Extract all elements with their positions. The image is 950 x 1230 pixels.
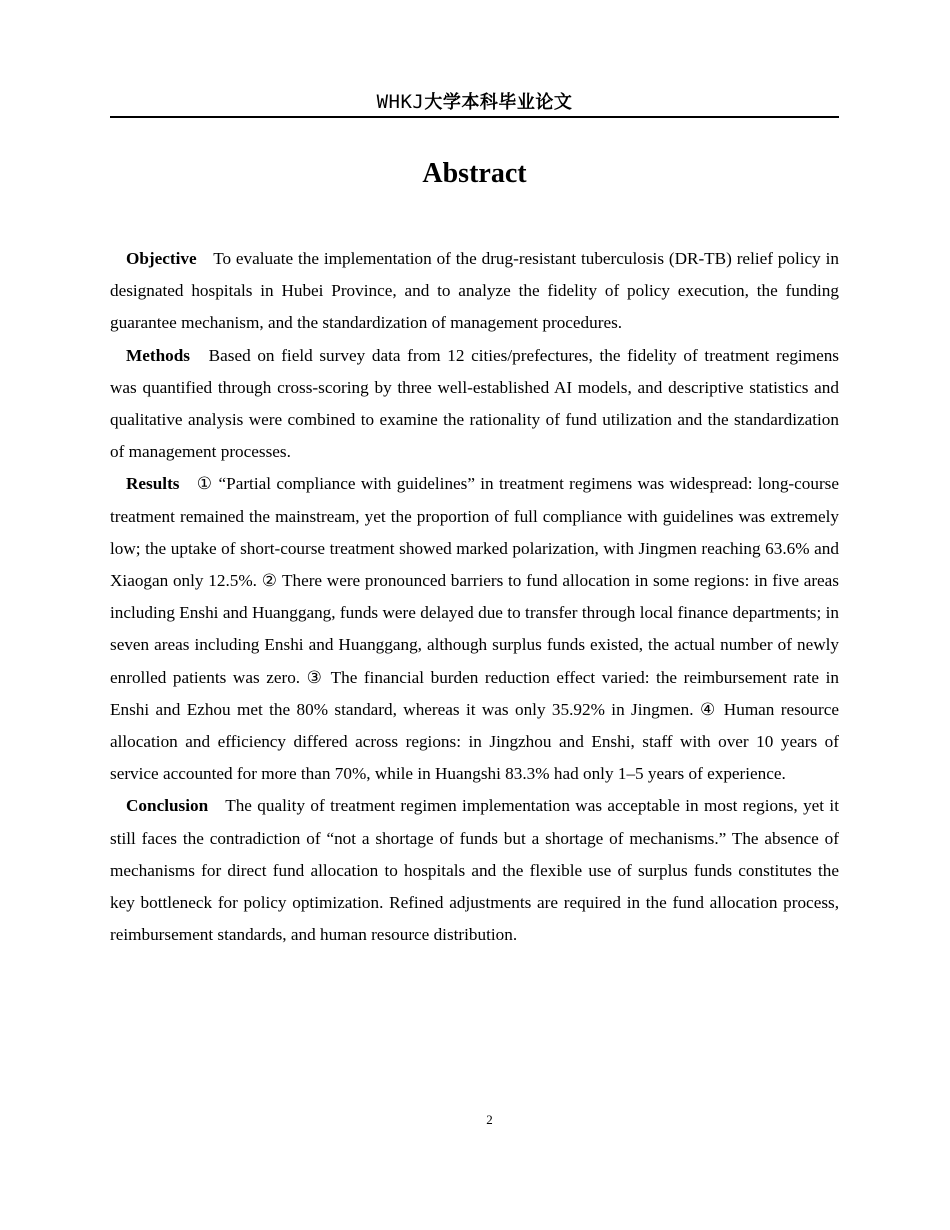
methods-paragraph <box>110 340 839 469</box>
conclusion-paragraph <box>110 790 839 951</box>
methods-text: Based on field survey data from 12 cities/prefectures, the fidelity of treatment regimens was quantified through cross-scoring by three well-established AI models, and descriptive statistics and qualitative analysis were combined to examine the rationality of fund utilization and the standardization of management processes. <box>110 345 839 462</box>
methods-label: Methods <box>126 345 190 365</box>
abstract-title: Abstract <box>422 158 527 189</box>
results-label: Results <box>126 474 180 494</box>
page-number: 2 <box>486 1112 493 1127</box>
header-latin-text: WHKJ <box>376 91 425 113</box>
header-cjk-text: 大学本科毕业论文 <box>424 92 573 113</box>
objective-label: Objective <box>126 249 197 268</box>
results-paragraph <box>110 468 839 790</box>
running-header <box>110 88 839 118</box>
objective-text: To evaluate the implementation of the drug-resistant tuberculosis (DR-TB) relief policy in designated hospitals in Hubei Province, and to analyze the fidelity of policy execution, the funding guarantee mechanism, and the standardization of management procedures. <box>110 249 839 333</box>
results-text: ① “Partial compliance with guidelines” in treatment regimens was widespread: long-course treatment remained the mainstream, yet the proportion of full compliance with guidelines was extremely low; the uptake of short-course treatment showed marked polarization, with Jingmen reaching 63.6% and Xiaogan only 12.5%. ② There were pronounced barriers to fund allocation in some regions: in five areas including Enshi and Huanggang, funds were delayed due to transfer through local finance departments; in seven areas including Enshi and Huanggang, although surplus funds existed, the actual number of newly enrolled patients was zero. ③ The financial burden reduction effect varied: the reimbursement rate in Enshi and Ezhou met the 80% standard, whereas it was only 35.92% in Jingmen. ④ Human resource allocation and efficiency differed across regions: in Jingzhou and Enshi, staff with over 10 years of service accounted for more than 70%, while in Huangshi 83.3% had only 1–5 years of experience. <box>110 474 839 784</box>
conclusion-label: Conclusion <box>126 796 209 816</box>
conclusion-text: The quality of treatment regimen implementation was acceptable in most regions, yet it still faces the contradiction of “not a shortage of funds but a shortage of mechanisms.” The absence of mechanisms for direct fund allocation to hospitals and the flexible use of surplus funds constitutes the key bottleneck for policy optimization. Refined adjustments are required in the fund allocation process, reimbursement standards, and human resource distribution. <box>110 796 839 945</box>
abstract-body <box>110 243 839 951</box>
objective-paragraph <box>110 243 839 340</box>
